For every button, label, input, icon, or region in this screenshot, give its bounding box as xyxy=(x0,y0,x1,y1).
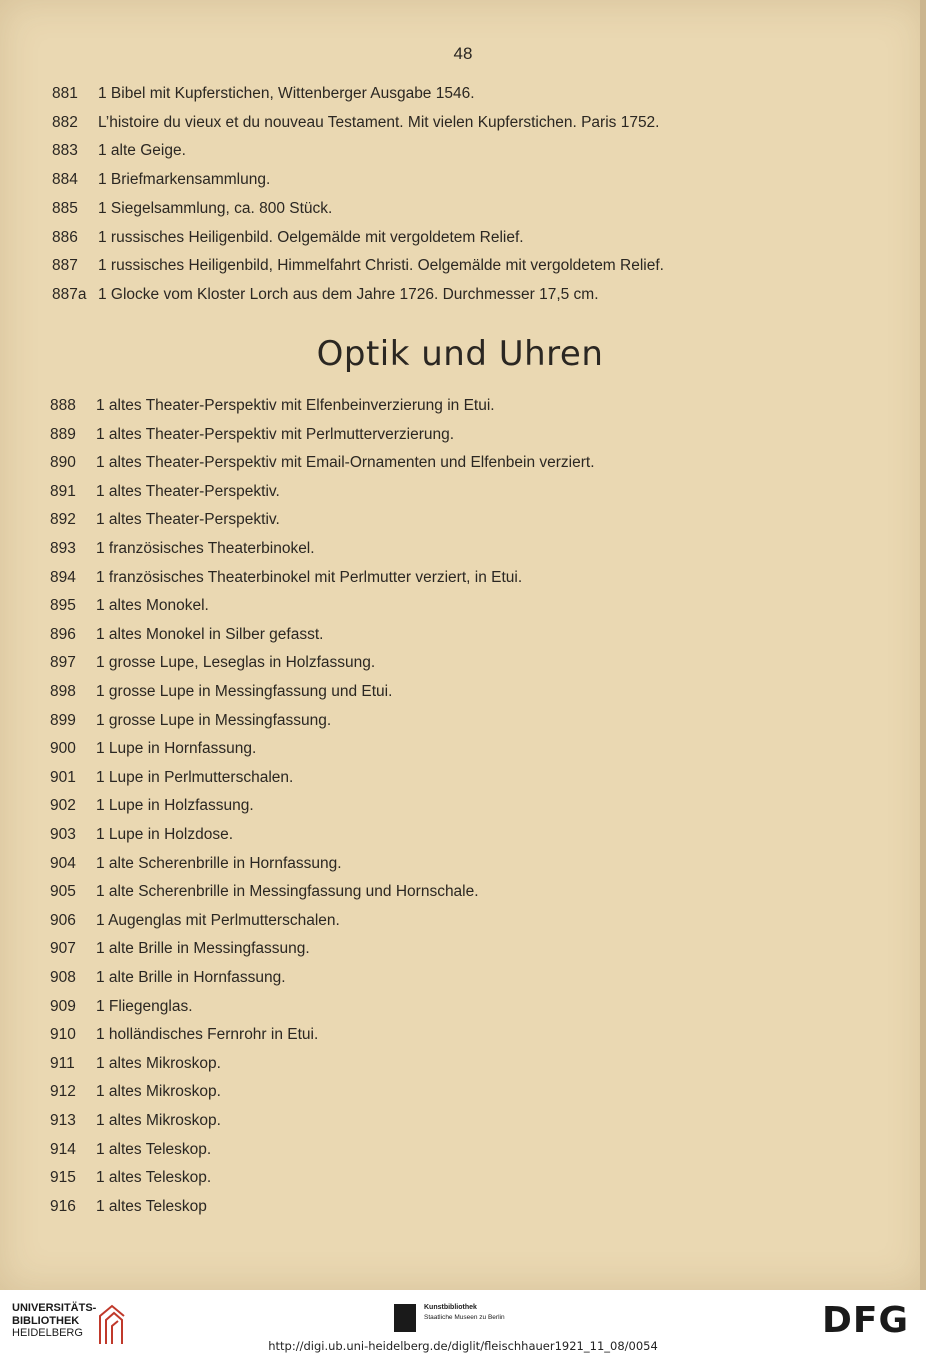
lot-description: 1 altes Monokel in Silber gefasst. xyxy=(96,625,324,643)
lot-number: 911 xyxy=(50,1054,75,1072)
kunstbibliothek-subtitle: Staatliche Museen zu Berlin xyxy=(424,1314,505,1321)
lot-number: 913 xyxy=(50,1112,76,1129)
lot-description: 1 alte Scherenbrille in Messingfassung und Hornschale. xyxy=(96,883,479,901)
lot-description: 1 Siegelsammlung, ca. 800 Stück. xyxy=(98,199,333,217)
lot-number: 915 xyxy=(50,1169,76,1187)
lot-description: 1 holländisches Fernrohr in Etui. xyxy=(96,1026,319,1044)
lot-description: 1 Bibel mit Kupferstichen, Wittenberger Ausgabe 1546. xyxy=(98,85,475,102)
lot-number: 885 xyxy=(52,199,78,217)
lot-description: 1 altes Mikroskop. xyxy=(96,1112,221,1129)
lot-number: 906 xyxy=(50,911,76,929)
lot-description: 1 altes Theater-Perspektiv. xyxy=(96,511,280,529)
lot-description: 1 alte Brille in Messingfassung. xyxy=(96,940,310,958)
lot-number: 912 xyxy=(50,1083,76,1101)
lot-number: 896 xyxy=(50,625,76,643)
lot-description: 1 altes Teleskop. xyxy=(96,1169,212,1187)
lot-number: 907 xyxy=(50,940,76,958)
lot-description: 1 altes Mikroskop. xyxy=(96,1054,221,1072)
page-number: 48 xyxy=(453,44,473,63)
lot-description: 1 altes Teleskop xyxy=(96,1197,207,1215)
dfg-logo[interactable]: DFG xyxy=(822,1300,910,1341)
lot-number: 881 xyxy=(52,85,78,102)
lot-number: 884 xyxy=(52,171,78,189)
lot-description: 1 altes Theater-Perspektiv mit Perlmutterverzierung. xyxy=(96,425,455,443)
library-name-line2: BIBLIOTHEK xyxy=(12,1314,80,1327)
lot-number: 900 xyxy=(50,740,76,758)
lot-number: 887 xyxy=(52,257,78,275)
kunstbibliothek-mark-icon xyxy=(394,1304,416,1332)
lot-number: 889 xyxy=(50,425,76,443)
lot-number: 903 xyxy=(50,826,76,843)
lot-number: 890 xyxy=(50,454,76,472)
section-heading: Optik und Uhren xyxy=(316,334,604,374)
lot-description: 1 grosse Lupe, Leseglas in Holzfassung. xyxy=(96,654,376,672)
lot-description: 1 Fliegenglas. xyxy=(96,997,193,1015)
lot-number: 902 xyxy=(50,797,76,815)
lot-description: 1 russisches Heiligenbild, Himmelfahrt Christi. Oelgemälde mit vergoldetem Relief. xyxy=(98,257,664,275)
kunstbibliothek-logo[interactable] xyxy=(394,1304,534,1334)
lot-number: 904 xyxy=(50,854,76,872)
lot-description: 1 Briefmarkensammlung. xyxy=(98,171,271,189)
lot-description: 1 Augenglas mit Perlmutterschalen. xyxy=(96,911,340,929)
lot-description: 1 alte Brille in Hornfassung. xyxy=(96,969,286,986)
permalink-url[interactable]: http://digi.ub.uni-heidelberg.de/diglit/fleischhauer1921_11_08/0054 xyxy=(268,1339,658,1353)
lot-description: 1 alte Geige. xyxy=(98,142,186,160)
lot-number: 901 xyxy=(50,768,76,786)
lot-description: 1 Lupe in Holzfassung. xyxy=(96,797,254,815)
lot-description: 1 französisches Theaterbinokel. xyxy=(96,540,315,557)
library-name xyxy=(12,1302,96,1340)
kunstbibliothek-title: Kunstbibliothek xyxy=(424,1304,477,1311)
lot-number: 893 xyxy=(50,540,76,557)
lot-number: 908 xyxy=(50,969,76,986)
lot-description: 1 grosse Lupe in Messingfassung und Etui. xyxy=(96,683,393,700)
lot-description: 1 Lupe in Perlmutterschalen. xyxy=(96,768,294,786)
lot-description: 1 Lupe in Holzdose. xyxy=(96,826,234,843)
lot-description: 1 Glocke vom Kloster Lorch aus dem Jahre 1726. Durchmesser 17,5 cm. xyxy=(98,285,599,303)
lot-number: 914 xyxy=(50,1140,76,1158)
lot-number: 905 xyxy=(50,883,76,901)
lot-number: 916 xyxy=(50,1197,76,1215)
lot-number: 883 xyxy=(52,142,78,160)
lot-number: 895 xyxy=(50,597,76,615)
lot-number: 888 xyxy=(50,397,76,414)
lot-description: 1 grosse Lupe in Messingfassung. xyxy=(96,711,332,729)
lot-description: 1 alte Scherenbrille in Hornfassung. xyxy=(96,854,342,872)
lot-number: 887a xyxy=(52,285,87,303)
lot-number: 882 xyxy=(52,113,78,131)
lot-description: 1 altes Theater-Perspektiv mit Elfenbeinverzierung in Etui. xyxy=(96,397,495,414)
lot-number: 910 xyxy=(50,1026,76,1044)
lot-description: L’histoire du vieux et du nouveau Testament. Mit vielen Kupferstichen. Paris 1752. xyxy=(98,113,660,131)
lot-number: 898 xyxy=(50,683,76,700)
lot-number: 891 xyxy=(50,482,76,500)
lot-description: 1 russisches Heiligenbild. Oelgemälde mit vergoldetem Relief. xyxy=(98,228,524,246)
lot-number: 909 xyxy=(50,997,76,1015)
lot-description: 1 altes Monokel. xyxy=(96,597,209,615)
library-name-line3: HEIDELBERG xyxy=(12,1327,83,1339)
lot-description: 1 altes Teleskop. xyxy=(96,1140,212,1158)
lot-number: 899 xyxy=(50,711,76,729)
lot-description: 1 altes Theater-Perspektiv mit Email-Ornamenten und Elfenbein verziert. xyxy=(96,454,595,472)
lot-description: 1 altes Theater-Perspektiv. xyxy=(96,482,280,500)
page-edge xyxy=(920,0,926,1290)
lot-number: 897 xyxy=(50,654,76,672)
lot-number: 892 xyxy=(50,511,76,529)
lot-number: 886 xyxy=(52,228,78,246)
lot-number: 894 xyxy=(50,568,76,586)
lot-description: 1 französisches Theaterbinokel mit Perlmutter verziert, in Etui. xyxy=(96,568,523,586)
lot-description: 1 Lupe in Hornfassung. xyxy=(96,740,257,758)
library-name-line1: UNIVERSITÄTS- xyxy=(12,1302,97,1314)
lot-description: 1 altes Mikroskop. xyxy=(96,1083,221,1101)
